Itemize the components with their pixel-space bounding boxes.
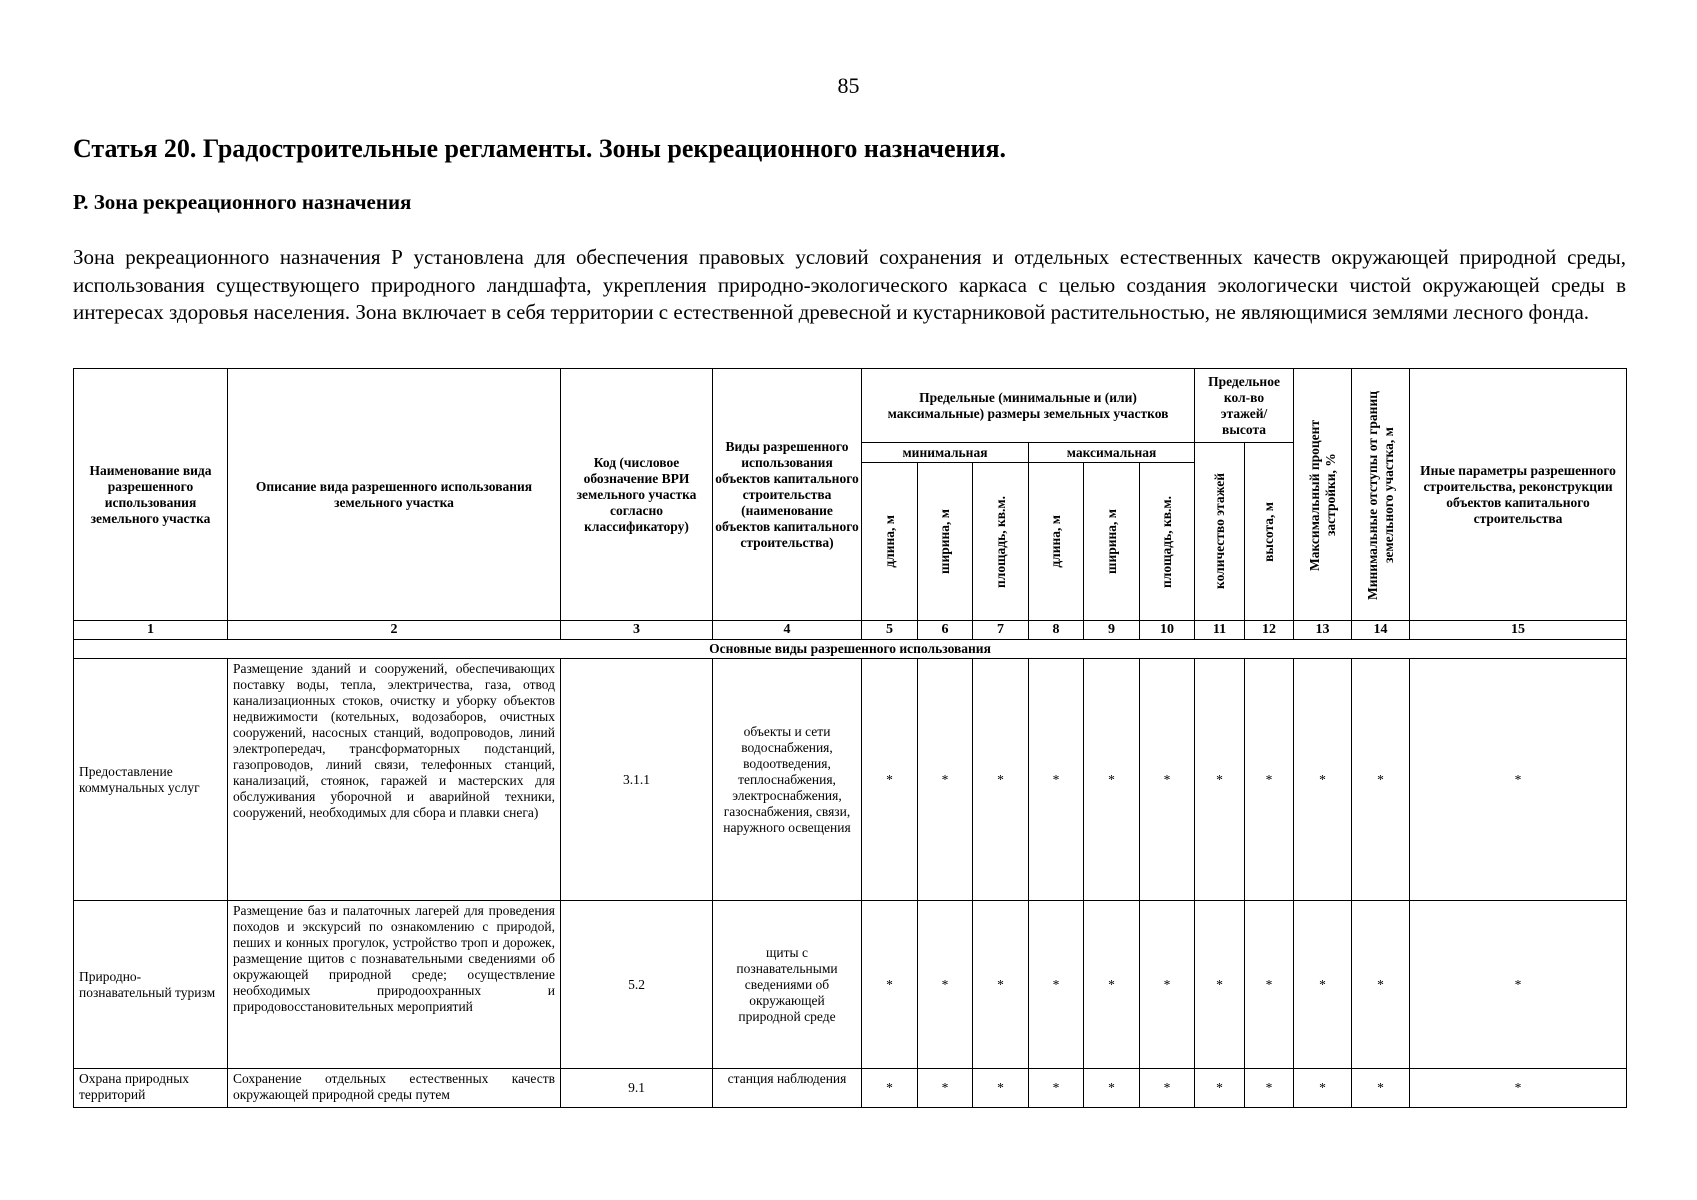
- column-number: 10: [1140, 621, 1195, 640]
- param-max-area: *: [1140, 901, 1195, 1069]
- header-max-group: максимальная: [1029, 443, 1195, 463]
- section-row: [74, 640, 1627, 659]
- param-min-length: *: [862, 901, 918, 1069]
- header-max-length-label: длина, м: [1048, 515, 1063, 568]
- table-row: [74, 901, 1627, 1069]
- header-min-group: минимальная: [862, 443, 1029, 463]
- use-name: Предоставление коммунальных услуг: [74, 659, 228, 901]
- column-number: 14: [1352, 621, 1410, 640]
- header-objects: Виды разрешенного использования объектов капитального строительства (наименование объектов капитального строительства): [713, 369, 862, 621]
- use-description-text: Сохранение отдельных естественных качеств окружающей природной среды путем: [233, 1071, 555, 1102]
- header-other-params: Иные параметры разрешенного строительства, реконструкции объектов капитального строительства: [1410, 369, 1627, 621]
- param-min-setbacks: *: [1352, 901, 1410, 1069]
- param-height: *: [1245, 1069, 1294, 1108]
- use-description: Размещение зданий и сооружений, обеспечивающих поставку воды, тепла, электричества, газа, отвод канализационных стоков, очистку и уборку объектов недвижимости (котельных, водозаборов, очистных сооружений, насосных станций, водопроводов, линий электропередач, трансформаторных подстанций, газопроводов, линий связи, телефонных станций, канализаций, стоянок, гаражей и мастерских для обслуживания уборочной и аварийной техники, сооружений, необходимых для сбора и плавки снега): [228, 659, 561, 901]
- use-code: 3.1.1: [561, 659, 713, 901]
- column-numbers-row: [74, 621, 1627, 640]
- page-number: 85: [837, 73, 860, 98]
- param-max-length: *: [1029, 901, 1084, 1069]
- column-number: 8: [1029, 621, 1084, 640]
- use-description: Размещение баз и палаточных лагерей для проведения походов и экскурсий по ознакомлению с природой, пеших и конных прогулок, устройство троп и дорожек, размещение щитов с познавательными сведениями об окружающей природной среде; осуществление необходимых природоохранных и природовосстановительных мероприятий: [228, 901, 561, 1069]
- column-number: 6: [918, 621, 973, 640]
- use-name-text: Охрана природных территорий: [79, 1071, 190, 1102]
- param-floors: *: [1195, 659, 1245, 901]
- param-other: *: [1410, 1069, 1627, 1108]
- param-min-setbacks: *: [1352, 1069, 1410, 1108]
- use-objects: [713, 1069, 862, 1108]
- column-number: 11: [1195, 621, 1245, 640]
- param-max-length: *: [1029, 1069, 1084, 1108]
- use-objects: объекты и сети водоснабжения, водоотведения, теплоснабжения, электроснабжения, газоснабжения, связи, наружного освещения: [713, 659, 862, 901]
- header-max-area-label: площадь, кв.м.: [1159, 495, 1175, 588]
- param-max-width: *: [1084, 659, 1140, 901]
- param-floors: *: [1195, 901, 1245, 1069]
- param-max-percent: *: [1294, 659, 1352, 901]
- column-number: 9: [1084, 621, 1140, 640]
- param-other: *: [1410, 659, 1627, 901]
- param-min-width: *: [918, 659, 973, 901]
- param-min-setbacks: *: [1352, 659, 1410, 901]
- param-max-percent: *: [1294, 901, 1352, 1069]
- param-max-width: *: [1084, 1069, 1140, 1108]
- param-height: *: [1245, 659, 1294, 901]
- table-row: [74, 1069, 1627, 1108]
- header-floor-limits: Предельное кол-во этажей/ высота: [1195, 369, 1294, 443]
- header-min-length-label: длина, м: [881, 515, 897, 568]
- regulations-table: [73, 368, 1627, 1108]
- param-min-area: *: [973, 659, 1029, 901]
- header-min-setbacks: [1352, 369, 1410, 621]
- header-height-label: высота, м: [1261, 501, 1277, 562]
- header-max-percent-label: Максимальный процент застройки, %: [1306, 418, 1338, 571]
- column-number: 13: [1294, 621, 1352, 640]
- header-min-length: [862, 463, 918, 621]
- header-min-setbacks-label: Минимальные отступы от границ земельного участка, м: [1364, 390, 1396, 600]
- section-title: Основные виды разрешенного использования: [74, 640, 1627, 659]
- param-height: *: [1245, 901, 1294, 1069]
- use-objects: щиты с познавательными сведениями об окружающей природной среде: [713, 901, 862, 1069]
- header-size-limits: Предельные (минимальные и (или) максимальные) размеры земельных участков: [862, 369, 1195, 443]
- header-max-percent: [1294, 369, 1352, 621]
- param-max-length: *: [1029, 659, 1084, 901]
- use-name: Природно-познавательный туризм: [74, 901, 228, 1069]
- use-code: 5.2: [561, 901, 713, 1069]
- header-max-width: [1084, 463, 1140, 621]
- header-description: Описание вида разрешенного использования земельного участка: [228, 369, 561, 621]
- param-min-area: *: [973, 1069, 1029, 1108]
- header-name: Наименование вида разрешенного использования земельного участка: [74, 369, 228, 621]
- article-title: Статья 20. Градостроительные регламенты. Зоны рекреационного назначения.: [73, 134, 1007, 163]
- header-floors: [1195, 443, 1245, 621]
- param-min-width: *: [918, 1069, 973, 1108]
- column-number: 15: [1410, 621, 1627, 640]
- param-floors: *: [1195, 1069, 1245, 1108]
- table-row: [74, 659, 1627, 901]
- param-max-percent: *: [1294, 1069, 1352, 1108]
- param-max-area: *: [1140, 1069, 1195, 1108]
- header-min-width-label: ширина, м: [937, 509, 952, 574]
- column-number: 1: [74, 621, 228, 640]
- use-code: 9.1: [561, 1069, 713, 1108]
- column-number: 3: [561, 621, 713, 640]
- header-row: [74, 369, 1627, 443]
- param-min-width: *: [918, 901, 973, 1069]
- zone-subtitle: Р. Зона рекреационного назначения: [73, 190, 412, 214]
- header-max-area: [1140, 463, 1195, 621]
- header-min-area-label: площадь, кв.м.: [992, 495, 1008, 588]
- param-min-length: *: [862, 659, 918, 901]
- use-description: [228, 1069, 561, 1108]
- header-code: Код (числовое обозначение ВРИ земельного участка согласно классификатору): [561, 369, 713, 621]
- column-number: 4: [713, 621, 862, 640]
- param-other: *: [1410, 901, 1627, 1069]
- intro-paragraph: Зона рекреационного назначения Р установлена для обеспечения правовых условий сохранения и отдельных естественных качеств окружающей природной среды, использования существующего природного ландшафта, укрепления природно-экологического каркаса с целью создания экологически чистой окружающей среды в интересах здоровья населения. Зона включает в себя территории с естественной древесной и кустарниковой растительностью, не являющимися землями лесного фонда.: [73, 245, 1626, 324]
- header-floors-label: количество этажей: [1211, 473, 1227, 590]
- header-max-width-label: ширина, м: [1103, 509, 1119, 574]
- header-max-length: [1029, 463, 1084, 621]
- column-number: 5: [862, 621, 918, 640]
- param-max-area: *: [1140, 659, 1195, 901]
- header-min-width: [918, 463, 973, 621]
- param-max-width: *: [1084, 901, 1140, 1069]
- param-min-length: *: [862, 1069, 918, 1108]
- column-number: 2: [228, 621, 561, 640]
- header-height: [1245, 443, 1294, 621]
- use-name: [74, 1069, 228, 1108]
- column-number: 12: [1245, 621, 1294, 640]
- column-number: 7: [973, 621, 1029, 640]
- param-min-area: *: [973, 901, 1029, 1069]
- use-objects-text: станция наблюдения: [727, 1071, 847, 1086]
- header-min-area: [973, 463, 1029, 621]
